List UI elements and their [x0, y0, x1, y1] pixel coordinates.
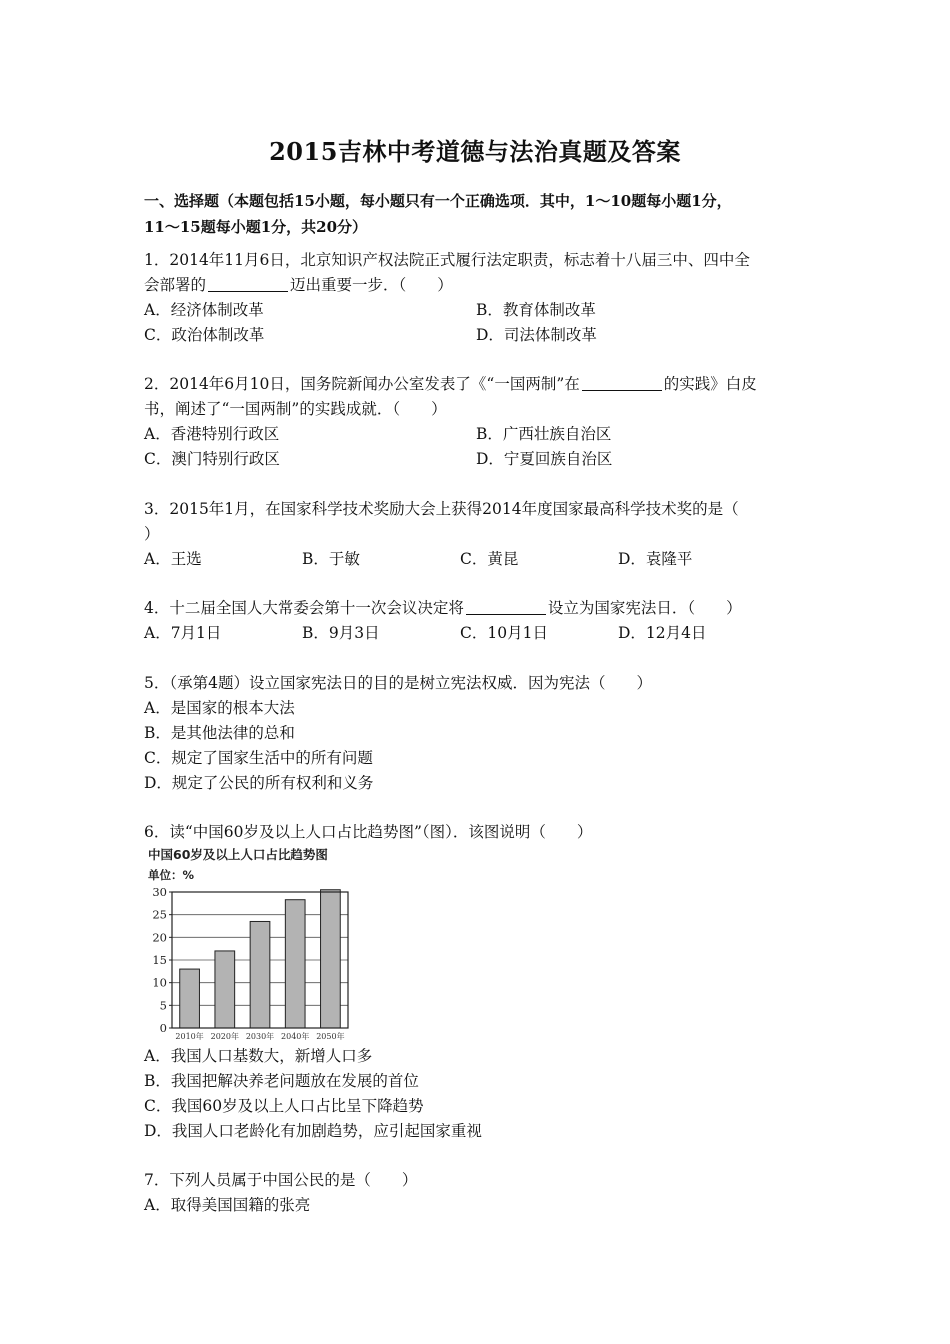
- option-b: B．广西壮族自治区: [476, 425, 612, 443]
- option-b: B．9月3日: [302, 624, 380, 642]
- option-a: A．是国家的根本大法: [144, 699, 295, 717]
- option-c: C．我国60岁及以上人口占比呈下降趋势: [144, 1097, 424, 1115]
- question-6-stem: 6．读“中国60岁及以上人口占比趋势图”（图）．该图说明（ ）: [144, 823, 593, 841]
- answer-blank: [208, 275, 288, 292]
- section-heading-line2: 11～15题每小题1分，共20分）: [144, 218, 368, 236]
- option-c: C．10月1日: [460, 624, 548, 642]
- question-4-stem-part2: 设立为国家宪法日．（ ）: [547, 599, 742, 617]
- bar-2020年: [215, 951, 235, 1028]
- question-1: [144, 248, 814, 348]
- y-tick-label: 30: [152, 885, 167, 899]
- question-1-stem-line1: 1．2014年11月6日，北京知识产权法院正式履行法定职责，标志着十八届三中、四中全: [144, 251, 750, 269]
- chart-bars: [180, 890, 341, 1028]
- y-tick-label: 20: [152, 930, 167, 945]
- question-2-stem-part1: 2．2014年6月10日，国务院新闻办公室发表了《“一国两制”在: [144, 375, 580, 393]
- option-d: D．袁隆平: [618, 550, 693, 568]
- option-b: B．是其他法律的总和: [144, 724, 295, 742]
- chart-y-axis: [152, 885, 172, 1035]
- option-d: D．12月4日: [618, 624, 707, 642]
- question-1-stem-part2: 迈出重要一步．（ ）: [290, 276, 453, 294]
- option-d: D．司法体制改革: [476, 326, 597, 344]
- option-c: C．澳门特别行政区: [144, 450, 280, 468]
- option-b: B．教育体制改革: [476, 301, 596, 319]
- chart-x-axis: [175, 1031, 344, 1041]
- question-3: [144, 497, 814, 572]
- option-b: B．我国把解决养老问题放在发展的首位: [144, 1072, 419, 1090]
- option-c: C．黄昆: [460, 550, 519, 568]
- x-tick-label: 2040年: [281, 1032, 310, 1041]
- option-b: B．于敏: [302, 550, 360, 568]
- section-heading: [144, 188, 814, 240]
- question-1-options: [144, 298, 814, 348]
- population-chart-svg: [144, 846, 374, 1042]
- question-4-options: [144, 621, 814, 646]
- y-tick-label: 25: [152, 907, 167, 922]
- answer-blank: [582, 374, 662, 391]
- chart-title: 中国60岁及以上人口占比趋势图: [148, 847, 328, 862]
- y-tick-label: 10: [152, 975, 167, 990]
- question-5-stem: 5．（承第4题）设立国家宪法日的目的是树立宪法权威．因为宪法（ ）: [144, 674, 652, 692]
- option-d: D．规定了公民的所有权利和义务: [144, 774, 374, 792]
- option-a: A．香港特别行政区: [144, 425, 280, 443]
- x-tick-label: 2030年: [245, 1032, 275, 1041]
- question-2: [144, 372, 814, 472]
- question-2-stem-line1: [144, 372, 814, 397]
- option-c: C．政治体制改革: [144, 326, 265, 344]
- x-tick-label: 2010年: [175, 1032, 204, 1041]
- question-4-stem-line1: [144, 596, 814, 621]
- question-3-options: [144, 547, 814, 572]
- question-1-stem-part1: 会部署的: [144, 276, 207, 294]
- question-2-stem-part2: 的实践》白皮: [663, 375, 757, 393]
- x-tick-label: 2020年: [210, 1032, 239, 1041]
- y-tick-label: 0: [159, 1021, 167, 1035]
- page-title: 2015吉林中考道德与法治真题及答案: [269, 137, 681, 166]
- bar-2030年: [250, 921, 270, 1028]
- question-3-stem-line1: 3．2015年1月，在国家科学技术奖励大会上获得2014年度国家最高科学技术奖的是（: [144, 500, 739, 518]
- question-6-options: [144, 1044, 814, 1144]
- population-chart: [144, 846, 374, 1042]
- question-5: [144, 671, 814, 796]
- question-7: [144, 1168, 814, 1218]
- bar-2010年: [180, 969, 200, 1028]
- option-a: A．7月1日: [144, 624, 222, 642]
- bar-2050年: [321, 890, 341, 1028]
- question-6-stem-block: [144, 820, 814, 845]
- x-tick-label: 2050年: [316, 1032, 345, 1041]
- question-3-stem-line2: ）: [144, 525, 160, 543]
- y-tick-label: 5: [159, 998, 167, 1013]
- option-a: A．王选: [144, 550, 202, 568]
- option-a: A．取得美国国籍的张亮: [144, 1196, 311, 1214]
- question-4: [144, 596, 814, 646]
- bar-2040年: [285, 900, 305, 1028]
- question-2-stem-line2: 书，阐述了“一国两制”的实践成就．（ ）: [144, 400, 447, 418]
- option-d: D．宁夏回族自治区: [476, 450, 613, 468]
- y-tick-label: 15: [152, 953, 167, 967]
- option-c: C．规定了国家生活中的所有问题: [144, 749, 373, 767]
- option-d: D．我国人口老龄化有加剧趋势，应引起国家重视: [144, 1122, 482, 1140]
- chart-unit-label: 单位：%: [148, 868, 195, 882]
- option-a: A．经济体制改革: [144, 301, 264, 319]
- question-1-stem-line2: [144, 273, 814, 298]
- option-a: A．我国人口基数大，新增人口多: [144, 1047, 373, 1065]
- question-2-options: [144, 422, 814, 472]
- question-7-stem: 7．下列人员属于中国公民的是（ ）: [144, 1171, 418, 1189]
- question-4-stem-part1: 4．十二届全国人大常委会第十一次会议决定将: [144, 599, 464, 617]
- answer-blank: [466, 598, 546, 615]
- section-heading-line1: 一、选择题（本题包括15小题，每小题只有一个正确选项．其中，1～10题每小题1分，: [144, 192, 732, 210]
